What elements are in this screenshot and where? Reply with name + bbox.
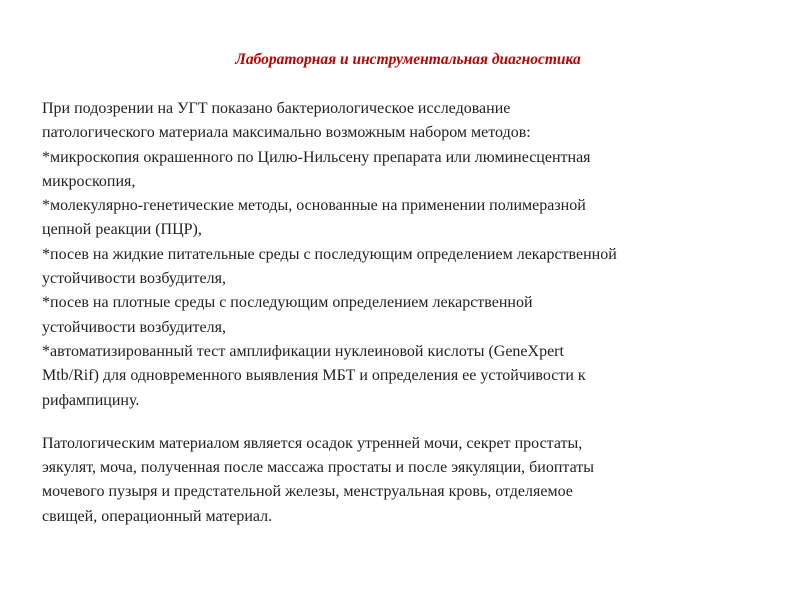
text-line: *автоматизированный тест амплификации нуклеиновой кислоты (GeneXpert xyxy=(42,342,564,360)
paragraph-material xyxy=(42,432,792,529)
text-line: эякулят, моча, полученная после массажа простаты и после эякуляции, биоптаты xyxy=(42,459,595,477)
text-line: рифампицину. xyxy=(42,391,140,409)
text-line: патологического материала максимально возможным набором методов: xyxy=(42,124,531,142)
paragraph-diagnostics xyxy=(42,97,792,413)
text-line: цепной реакции (ПЦР), xyxy=(42,221,202,239)
text-line: *молекулярно-генетические методы, основанные на применении полимеразной xyxy=(42,197,586,215)
text-line: устойчивости возбудителя, xyxy=(42,270,226,288)
text-line: устойчивости возбудителя, xyxy=(42,318,226,336)
text-line: микроскопия, xyxy=(42,172,136,190)
slide-body xyxy=(42,97,792,529)
paragraph-gap xyxy=(42,413,792,432)
text-line: *посев на плотные среды с последующим определением лекарственной xyxy=(42,294,533,312)
text-line: мочевого пузыря и предстательной железы, менструальная кровь, отделяемое xyxy=(42,483,573,501)
text-line: Патологическим материалом является осадок утренней мочи, секрет простаты, xyxy=(42,434,583,452)
text-line: Mtb/Rif) для одновременного выявления МБТ и определения ее устойчивости к xyxy=(42,367,586,385)
slide-title: Лабораторная и инструментальная диагностика xyxy=(235,51,581,68)
text-line: *посев на жидкие питательные среды с последующим определением лекарственной xyxy=(42,245,617,263)
text-line: При подозрении на УГТ показано бактериологическое исследование xyxy=(42,100,511,117)
text-line: *микроскопия окрашенного по Цилю-Нильсену препарата или люминесцентная xyxy=(42,148,591,166)
text-line: свищей, операционный материал. xyxy=(42,507,273,525)
